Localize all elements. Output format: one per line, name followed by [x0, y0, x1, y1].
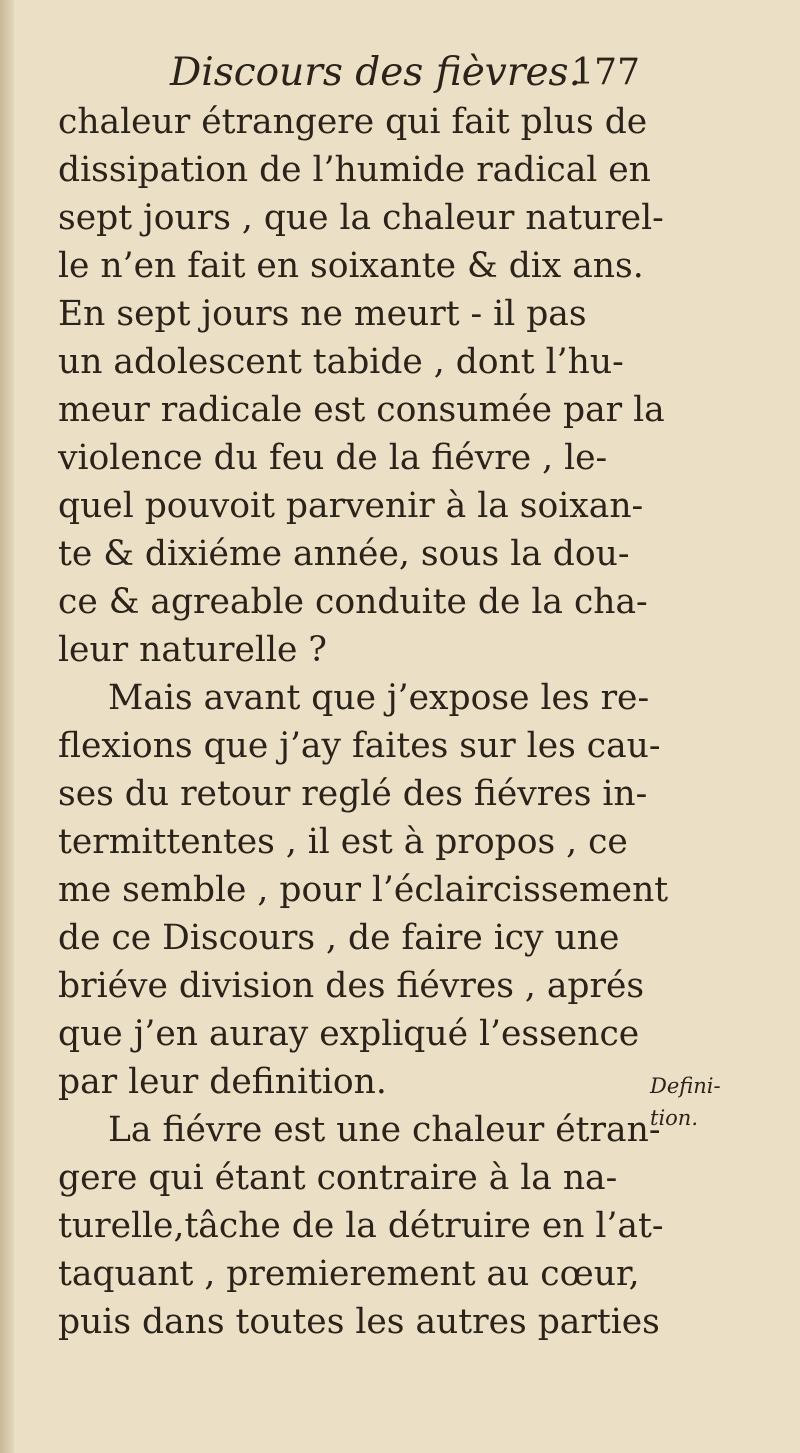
text-line: par leur definition. — [58, 1062, 387, 1102]
text-line: le n’en fait en soixante & dix ans. — [58, 246, 644, 286]
text-line: que j’en auray expliqué l’essence — [58, 1014, 640, 1054]
body-text — [58, 98, 669, 1346]
page-number: 177 — [571, 52, 640, 93]
text-line: En sept jours ne meurt - il pas — [58, 294, 587, 334]
text-line: termittentes , il est à propos , ce — [58, 822, 628, 862]
text-line: La fiévre est une chaleur étran- — [108, 1110, 661, 1150]
text-line: quel pouvoit parvenir à la soixan- — [58, 486, 644, 526]
text-line: me semble , pour l’éclaircissement — [58, 870, 669, 910]
text-line: dissipation de l’humide radical en — [58, 150, 651, 190]
page-gutter — [0, 0, 14, 1453]
text-line: de ce Discours , de faire icy une — [58, 918, 620, 958]
margin-note-line: Defini- — [650, 1074, 721, 1098]
text-line: taquant , premierement au cœur, — [58, 1254, 640, 1294]
text-line: gere qui étant contraire à la na- — [58, 1158, 618, 1198]
text-line: sept jours , que la chaleur naturel- — [58, 198, 664, 238]
text-line: meur radicale est consumée par la — [58, 390, 665, 430]
text-line: turelle,tâche de la détruire en l’at- — [58, 1206, 664, 1246]
text-line: Mais avant que j’expose les re- — [108, 678, 650, 718]
text-line: te & dixiéme année, sous la dou- — [58, 534, 630, 574]
text-line: briéve division des fiévres , aprés — [58, 966, 645, 1006]
text-line: ses du retour reglé des fiévres in- — [58, 774, 648, 814]
text-line: un adolescent tabide , dont l’hu- — [58, 342, 624, 382]
page-header — [170, 50, 640, 98]
margin-note — [650, 1070, 760, 1134]
text-line: chaleur étrangere qui fait plus de — [58, 102, 648, 142]
text-line: violence du feu de la fiévre , le- — [58, 438, 608, 478]
text-line: ce & agreable conduite de la cha- — [58, 582, 648, 622]
text-line: flexions que j’ay faites sur les cau- — [58, 726, 661, 766]
running-title: Discours des fièvres. — [170, 50, 581, 95]
text-line: puis dans toutes les autres parties — [58, 1302, 660, 1342]
text-line: leur naturelle ? — [58, 630, 327, 670]
margin-note-line: tion. — [650, 1106, 698, 1130]
